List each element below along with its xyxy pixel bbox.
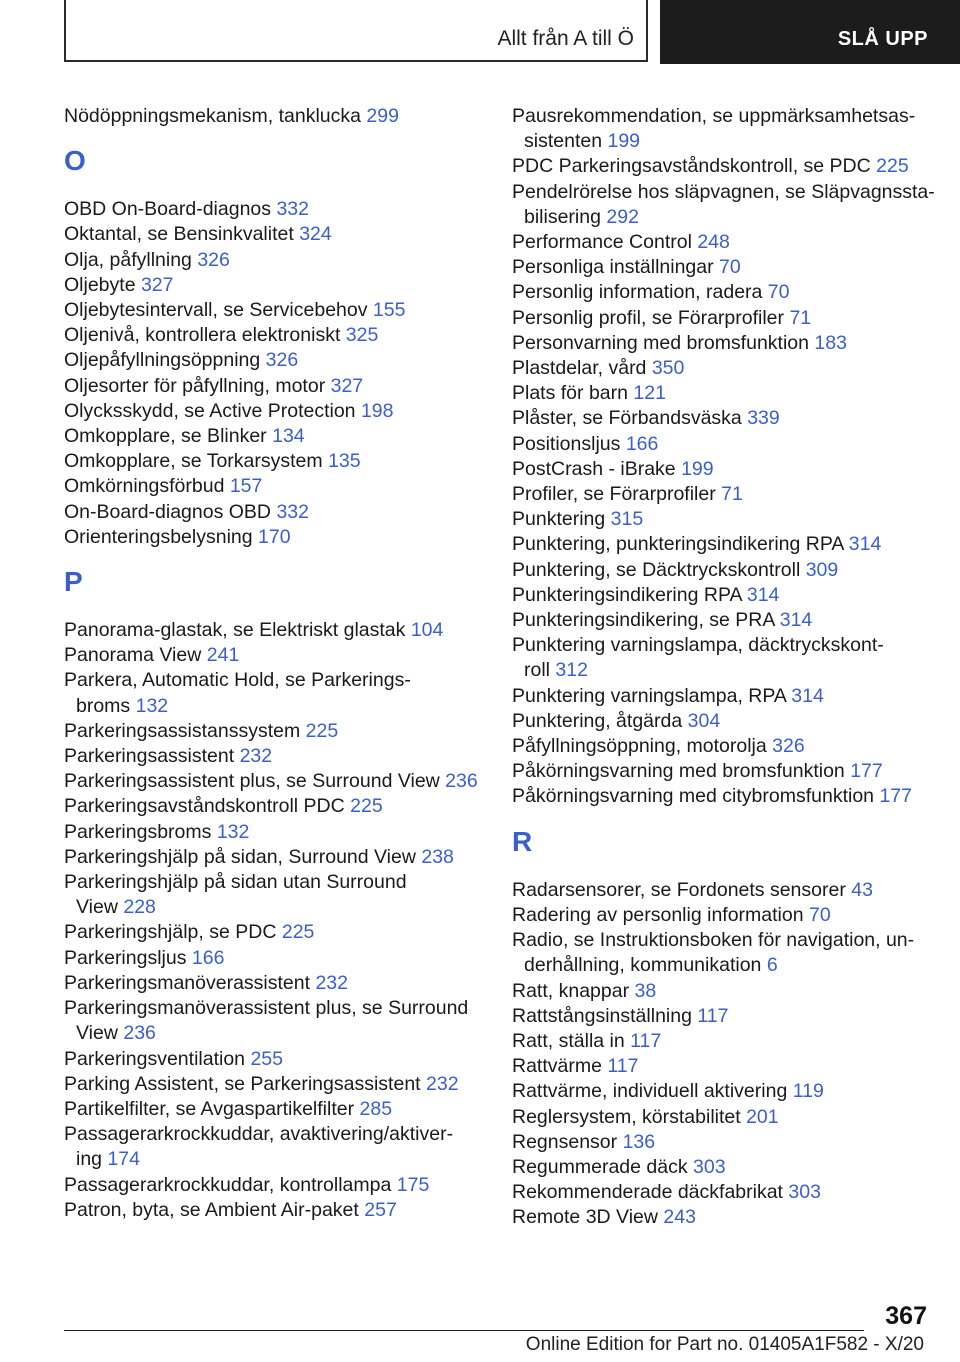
index-entry-text: Plats för barn [512,382,634,405]
index-entry-text: Rekommenderade däckfabrikat [512,1181,789,1204]
index-page-link[interactable]: 324 [299,223,332,246]
index-column-right [512,104,942,1231]
index-page-link[interactable]: 225 [350,795,383,818]
index-entry-text: Parkeringsmanöverassistent [64,971,316,994]
index-entry-text: Personlig profil, se Förarprofiler [512,306,790,329]
index-entry-text: Parkeringsassistent plus, se Surround View [64,770,446,793]
index-entry-text: Nödöppningsmekanism, tanklucka [64,105,367,127]
index-entry [512,1155,942,1180]
index-entry-continuation [512,953,942,978]
index-entry-text: Passagerarkrockkuddar, kontrollampa [64,1173,397,1196]
index-page-link[interactable]: 166 [625,432,659,455]
index-page-link[interactable]: 177 [850,760,883,783]
index-page-link[interactable]: 132 [135,694,169,717]
index-entry-text: Oljesorter för påfyllning, motor [64,374,331,397]
index-entry [512,154,942,179]
index-entry [64,946,494,971]
index-page-link[interactable]: 314 [791,684,824,707]
index-entry [64,820,494,845]
index-entry [64,424,494,449]
index-page-link[interactable]: 6 [766,954,778,977]
index-entry [512,482,942,507]
index-entry-text: PostCrash - iBrake [512,457,682,480]
index-entry-text: sistenten [524,130,608,153]
index-entry [512,381,942,406]
index-entry-text: Radio, se Instruktionsboken för navigation, un- [512,929,915,952]
index-page-link[interactable]: 117 [697,1004,729,1027]
index-entry-text: Oljepåfyllningsöppning [64,349,266,372]
index-entry-text: Radering av personlig information [512,903,809,926]
index-entry [512,280,942,305]
index-entry-text: bilisering [524,205,607,228]
index-entry [64,794,494,819]
index-entry-text: Parkeringshjälp på sidan, Surround View [64,845,422,868]
index-page-link[interactable]: 119 [792,1080,824,1103]
index-entry [64,323,494,348]
index-entry [512,180,942,205]
index-entry [64,870,494,895]
index-entry [512,558,942,583]
index-entry-text: Punktering varningslampa, RPA [512,684,792,707]
index-page-link[interactable]: 228 [123,896,156,919]
index-letter-heading: P [64,566,83,598]
index-page-link[interactable]: 225 [281,921,315,944]
index-entry [64,920,494,945]
index-entry-text: Omkopplare, se Blinker [64,425,273,448]
page-number: 367 [885,1302,927,1330]
index-entry [64,500,494,525]
index-entry [64,374,494,399]
index-entry [512,759,942,784]
index-entry [64,1173,494,1198]
index-entry [512,903,942,928]
index-page-link[interactable]: 325 [345,324,379,347]
index-entry-text: Personvarning med bromsfunktion [512,331,815,354]
index-entry [64,298,494,323]
index-page-link[interactable]: 257 [364,1198,397,1221]
header-bar [64,0,960,64]
index-page-link[interactable]: 199 [607,130,641,153]
index-page-link[interactable]: 309 [805,558,839,581]
index-entry-text: Parkeringshjälp, se PDC [64,921,282,944]
index-entry-text: Plastdelar, vård [512,357,652,380]
index-entry [64,996,494,1021]
index-entry-continuation [512,658,942,683]
index-entry [512,608,942,633]
index-entry [512,1180,942,1205]
index-entry [512,457,942,482]
index-entry [512,928,942,953]
index-entry [64,197,494,222]
index-page-link[interactable]: 155 [372,299,406,322]
index-entry [512,230,942,255]
index-entry-continuation [64,1021,494,1046]
index-entry [512,734,942,759]
index-entry-continuation [64,694,494,719]
index-entry-text: View [76,896,124,919]
index-entry-text: PDC Parkeringsavståndskontroll, se PDC [512,155,877,178]
index-page-link[interactable]: 326 [197,248,230,271]
index-entry-text: Olycksskydd, se Active Protection [64,399,361,422]
index-page-link[interactable]: 183 [814,331,847,354]
index-entry [512,1004,942,1029]
index-page-link[interactable]: 326 [265,349,299,372]
index-entry-text: derhållning, kommunikation [524,954,767,977]
index-page-link[interactable]: 199 [681,457,714,480]
index-page-link[interactable]: 236 [445,770,478,793]
index-page-link[interactable]: 303 [693,1155,726,1178]
index-entry [64,1198,494,1223]
index-page-link[interactable]: 304 [687,709,721,732]
index-page-link[interactable]: 70 [809,903,831,926]
index-entry [512,784,942,809]
index-page-link[interactable]: 285 [359,1097,393,1120]
index-page-link[interactable]: 238 [421,845,454,868]
index-page-link[interactable]: 299 [366,105,399,127]
index-page-link[interactable]: 136 [622,1130,656,1153]
index-entry-text: Regummerade däck [512,1155,694,1178]
index-entry [512,1029,942,1054]
index-entry-text: Omkörningsförbud [64,475,230,498]
index-entry-text: On-Board-diagnos OBD [64,500,277,523]
index-entry [512,709,942,734]
index-page-link[interactable]: 225 [305,719,339,742]
index-page-link[interactable]: 198 [360,399,394,422]
index-page-link[interactable]: 332 [276,500,309,523]
index-entry [64,1097,494,1122]
index-entry [512,583,942,608]
index-column-left [64,104,494,1223]
index-page-link[interactable]: 332 [276,198,309,221]
index-entry-text: Punkteringsindikering RPA [512,583,747,606]
index-entry-text: Punkteringsindikering, se PRA [512,609,780,632]
index-entry-text: Performance Control [512,231,698,254]
index-page-link[interactable]: 121 [633,382,666,405]
index-page-link[interactable]: 177 [879,785,912,808]
index-entry-text: Olja, påfyllning [64,248,198,271]
index-entry-text: Plåster, se Förbandsväska [512,407,748,430]
index-page-link[interactable]: 132 [216,820,250,843]
index-entry [64,399,494,424]
index-entry-text: Panorama-glastak, se Elektriskt glastak [64,619,411,642]
index-entry [512,1079,942,1104]
index-entry-text: Parkeringsventilation [64,1047,251,1070]
index-entry-text: Parkeringsavståndskontroll PDC [64,795,351,818]
index-entry-text: Parkera, Automatic Hold, se Parkerings- [64,669,411,692]
index-entry-text: Pendelrörelse hos släpvagnen, se Släpvagnssta- [512,180,935,203]
index-page-link[interactable]: 134 [272,425,305,448]
index-entry-text: Oljebyte [64,273,141,296]
index-entry-text: Personlig information, radera [512,281,768,304]
index-entry-text: Remote 3D View [512,1206,664,1229]
index-page-link[interactable]: 117 [607,1055,639,1078]
index-entry [512,1054,942,1079]
index-entry-text: Oljenivå, kontrollera elektroniskt [64,324,346,347]
index-page-link[interactable]: 135 [328,450,361,473]
index-entry [64,643,494,668]
index-entry-text: Parking Assistent, se Parkeringsassistent [64,1072,426,1095]
index-letter-heading: O [64,145,86,177]
index-entry [512,406,942,431]
index-page-link[interactable]: 236 [123,1022,156,1045]
index-page-link[interactable]: 255 [250,1047,283,1070]
index-entry [64,618,494,643]
index-entry-text: OBD On-Board-diagnos [64,198,277,221]
index-entry-continuation [512,205,942,230]
index-entry [64,1047,494,1072]
index-entry-text: Patron, byta, se Ambient Air-paket [64,1198,365,1221]
index-page-link[interactable]: 339 [747,407,780,430]
index-entry [64,744,494,769]
index-page-link[interactable]: 174 [107,1148,140,1171]
index-page-link[interactable]: 314 [848,533,882,556]
index-entry [64,1072,494,1097]
index-entry-text: Regnsensor [512,1130,623,1153]
index-entry [512,633,942,658]
index-page-link[interactable]: 350 [651,357,685,380]
index-entry [512,104,942,129]
index-entry [64,248,494,273]
index-page-link[interactable]: 43 [851,878,873,901]
index-page-link[interactable]: 225 [876,155,909,178]
index-entry-text: roll [524,659,556,682]
index-entry [64,104,494,129]
index-entry-text: Ratt, knappar [512,979,635,1002]
index-entry [512,1130,942,1155]
index-entry-text: Punktering [512,508,611,531]
index-entry [64,845,494,870]
index-page-link[interactable]: 104 [410,619,444,642]
index-entry-text: Positionsljus [512,432,626,455]
index-entry [64,719,494,744]
index-entry-text: Personliga inställningar [512,256,720,279]
index-page-link[interactable]: 71 [789,306,812,329]
index-entry-text: Passagerarkrockkuddar, avaktivering/aktiver- [64,1123,454,1146]
index-entry-text: Rattstångsinställning [512,1004,698,1027]
index-entry-text: Parkeringsbroms [64,820,217,843]
footer-edition [526,1334,924,1356]
index-entry-text: Omkopplare, se Torkarsystem [64,450,329,473]
index-entry-text: Parkeringsassistent [64,745,240,768]
index-entry-text: Oljebytesintervall, se Servicebehov [64,299,373,322]
index-page-link[interactable]: 314 [779,609,813,632]
index-entry [64,222,494,247]
index-entry [64,668,494,693]
index-entry [64,449,494,474]
index-page-link[interactable]: 327 [140,273,174,296]
index-entry [512,1205,942,1230]
index-page-link[interactable]: 71 [721,483,743,506]
index-page-link[interactable]: 232 [426,1072,459,1095]
index-entry-text: Parkeringsljus [64,946,192,969]
index-page-link[interactable]: 326 [772,735,805,758]
index-entry-text: View [76,1022,124,1045]
index-page-link[interactable]: 327 [330,374,364,397]
index-entry [512,306,942,331]
index-entry-text: Rattvärme, individuell aktivering [512,1080,793,1103]
index-entry-text: Påkörningsvarning med citybromsfunktion [512,785,880,808]
index-entry-text: Ratt, ställa in [512,1029,631,1052]
index-entry [64,1122,494,1147]
index-page-link[interactable]: 232 [239,745,273,768]
index-page-link[interactable]: 170 [258,525,291,548]
index-entry [64,474,494,499]
index-entry-text: Rattvärme [512,1055,608,1078]
tab-look-up-label: SLÅ UPP [837,28,928,50]
index-entry-continuation [512,129,942,154]
index-entry [64,769,494,794]
index-entry-text: Partikelfilter, se Avgaspartikelfilter [64,1097,360,1120]
tab-a-to-z[interactable] [64,0,648,62]
index-entry-text: Profiler, se Förarprofiler [512,483,722,506]
index-entry-text: Parkeringshjälp på sidan utan Surround [64,871,407,894]
index-entry-text: Punktering, se Däcktryckskontroll [512,558,806,581]
index-entry-text: Orienteringsbelysning [64,525,259,548]
index-page-link[interactable]: 315 [610,508,644,531]
index-entry-text: Radarsensorer, se Fordonets sensorer [512,878,852,901]
index-entry [512,684,942,709]
index-page-link[interactable]: 232 [315,971,348,994]
index-entry-text: Panorama View [64,644,207,667]
index-page-link[interactable]: 303 [788,1181,821,1204]
index-entry-text: Parkeringsmanöverassistent plus, se Surround [64,997,469,1020]
index-entry [512,532,942,557]
index-entry [512,878,942,903]
index-entry-text: Reglersystem, körstabilitet [512,1105,747,1128]
index-page-link[interactable]: 175 [396,1173,430,1196]
index-entry [64,273,494,298]
index-entry-text: Parkeringsassistanssystem [64,719,306,742]
index-page-link[interactable]: 314 [746,583,780,606]
index-page-link[interactable]: 38 [634,979,657,1002]
index-entry [512,507,942,532]
index-page-link[interactable]: 157 [229,475,263,498]
tab-look-up[interactable] [660,0,960,64]
index-page-link[interactable]: 70 [767,281,790,304]
index-entry [64,348,494,373]
index-page-link[interactable]: 243 [663,1206,696,1229]
index-page-link[interactable]: 201 [746,1105,779,1128]
tab-a-to-z-label: Allt från A till Ö [497,27,634,50]
index-entry [512,1105,942,1130]
index-entry [512,432,942,457]
index-entry [512,255,942,280]
index-entry [64,971,494,996]
index-page-link[interactable]: 241 [206,644,240,667]
index-entry [512,979,942,1004]
footer-divider [64,1330,864,1331]
index-entry-text: Påfyllningsöppning, motorolja [512,735,773,758]
footer-edition-text: Online Edition for Part no. 01405A1F582 - X/20 [525,1334,924,1355]
index-page-link[interactable]: 312 [555,659,588,682]
index-letter-heading: R [512,825,533,857]
index-entry-text: Punktering varningslampa, däcktryckskont- [512,634,884,657]
index-page-link[interactable]: 248 [697,231,730,254]
index-page-link[interactable]: 117 [630,1029,662,1052]
index-entry-text: Punktering, åtgärda [512,709,688,732]
index-entry-text: Påkörningsvarning med bromsfunktion [512,760,851,783]
index-entry-text: ing [76,1148,108,1171]
index-entry-text: Pausrekommendation, se uppmärksamhetsas- [512,105,916,127]
index-entry-text: broms [76,694,136,717]
index-entry-text: Oktantal, se Bensinkvalitet [64,223,300,246]
index-page-link[interactable]: 292 [606,205,639,228]
index-entry-continuation [64,895,494,920]
index-entry [64,525,494,550]
index-entry [512,356,942,381]
index-entry-continuation [64,1147,494,1172]
index-page-link[interactable]: 166 [191,946,225,969]
index-entry-text: Punktering, punkteringsindikering RPA [512,533,849,556]
index-entry [512,331,942,356]
index-page-link[interactable]: 70 [719,256,741,279]
